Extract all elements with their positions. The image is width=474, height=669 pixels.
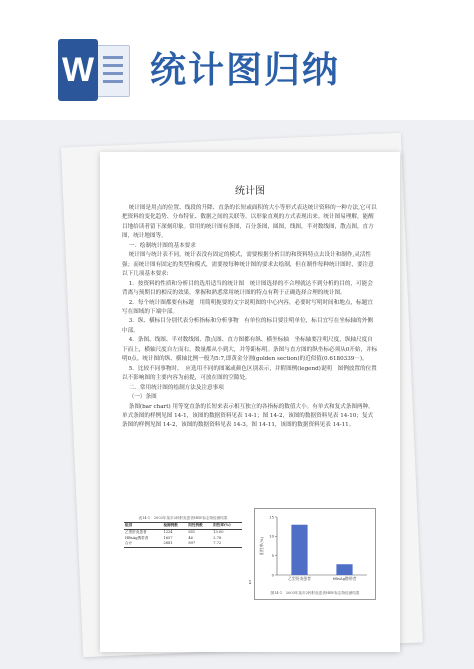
paragraph: 3．纵、横标目分别代表分析指标和分析事物 有单位的标目要注明单位，标目宜写在坐标轴的外侧中部。 <box>122 318 373 334</box>
table-header-row <box>124 523 242 530</box>
paragraph: 2．每个统计图都要有标题 用简明扼要的文字说明图的中心内容，必要时写明时间和地点，标题宜写在图域的下端中部。 <box>122 299 373 315</box>
data-table-figure <box>124 516 242 548</box>
table-cell: 46 <box>188 535 193 540</box>
header <box>0 0 474 135</box>
table-cell: 1657 <box>163 535 173 540</box>
table-row <box>124 541 242 547</box>
subsection-heading: （一）条图 <box>128 394 157 401</box>
bar <box>291 525 307 575</box>
table-cell: 13.00 <box>213 529 224 534</box>
document-body <box>122 204 378 431</box>
data-table <box>124 522 242 548</box>
table-cell: 897 <box>188 541 196 546</box>
paragraph: 1．按资料的性质和分析目的选用适当的统计图 统计图选择的不合理就达不到分析的目的，可能会背离与预期目的相反的效果。掌握和熟悉常用统计图的特点有利于正确选择合理的统计图。 <box>122 280 373 297</box>
word-badge: W <box>58 39 98 101</box>
section-heading: 二．常用统计图的绘制方法及注意事项 <box>128 384 224 391</box>
document-title: 统计图 <box>235 186 265 197</box>
x-tick-label: HBsAg携带者 <box>332 576 357 581</box>
bar <box>336 564 352 575</box>
table-cell: 2.78 <box>213 535 222 540</box>
paragraph: 5．比较不同事物时， 应选用不同的图案或颜色区别表示，并附图例(legend)说明 图例放置的位置以不影响图的主要内容为前提，可放在图的空隙处。 <box>122 365 377 382</box>
section-heading: 一．绘制统计图的基本要求 <box>128 242 196 249</box>
y-axis-label: 阳性率(%) <box>259 537 264 555</box>
table-header-cell: 检测例数 <box>163 523 178 527</box>
page-title: 统计图归纳 <box>150 50 341 91</box>
table-caption: 表14-1 2003年某市2种肝炎患者HBV标志物检测结果 <box>138 516 228 520</box>
paragraph: 统计图是用点的位置、线段的升降、直条的长短或面积的大小等形式表达统计资料的一种方法,它可以把资料的变化趋势、分布特征、数据之间的关联等，以形象直观的方式表现出来。统计图易理解，能醒目地给读者留下深刻印象。常用的统计图有条图，百分条图，圆图，线图，半对数线图，散点图，直方图，统计地图等。 <box>122 205 377 240</box>
table-header-cell: 阳性率(%) <box>213 523 231 527</box>
bar-chart <box>255 509 375 591</box>
paragraph: 条图(bar chart) 用等宽直条的长短来表示相互独立的各指标的数值大小。有单式和复式条图两种。单式条图的样例见图 14-1，该图的数据资料见表 14-1；图 14-2，该图的数据资料见表 14-10；复式条图的样例见图 14-2，该图的数据资料见表 14-3。图 14-11，该图的数据资料见表 14-11。 <box>122 403 374 429</box>
y-tick-label: 0 <box>271 572 274 578</box>
document-page <box>100 152 400 652</box>
table-header-cell: 阳性例数 <box>188 523 203 527</box>
table-cell: 1224 <box>163 529 173 534</box>
x-tick-label: 乙型肝炎患者 <box>288 576 311 581</box>
table-header-cell: 组别 <box>125 523 133 527</box>
y-tick-label: 10 <box>269 533 274 539</box>
table-cell: 7.72 <box>213 541 222 546</box>
table-cell: 851 <box>188 529 196 534</box>
page-number: 1 <box>248 580 252 586</box>
paragraph: 4．条图、线图、半对数线图、散点图、直方图都有纵、横坐标轴 坐标轴要注明尺度，纵轴尺度自下而上，横轴尺度自左而右，数量都从小到大，并等距标明。条图与直方图的纵坐标必须从0开始，并标明0点。统计图的纵、横轴比例一般为5:7,即黄金分割(golden section)的近似值(0.6180339⋯)。 <box>122 337 378 363</box>
bar-chart-figure <box>254 508 376 600</box>
table-cell: 乙型肝炎患者 <box>125 529 147 534</box>
table-cell: 2881 <box>163 541 173 546</box>
paragraph: 统计图与统计表不同，统计表没有固定的模式，需要根据分析目的和资料特点去设计和制作,灵活性强；而统计图有固定的类型和模式，需要按每种统计图的要求去绘制，但在制作每种统计图时，要注意以下几项基本要求: <box>122 252 374 278</box>
table-cell: 合计 <box>125 541 133 546</box>
word-document-icon <box>58 39 132 101</box>
y-tick-label: 5 <box>271 552 274 558</box>
chart-caption: 图14-1 2003年某市2种肝炎患者HBV标志物检测结果 <box>270 591 360 595</box>
table-cell: HBsAg携带者 <box>125 535 149 540</box>
y-tick-label: 15 <box>269 514 274 520</box>
